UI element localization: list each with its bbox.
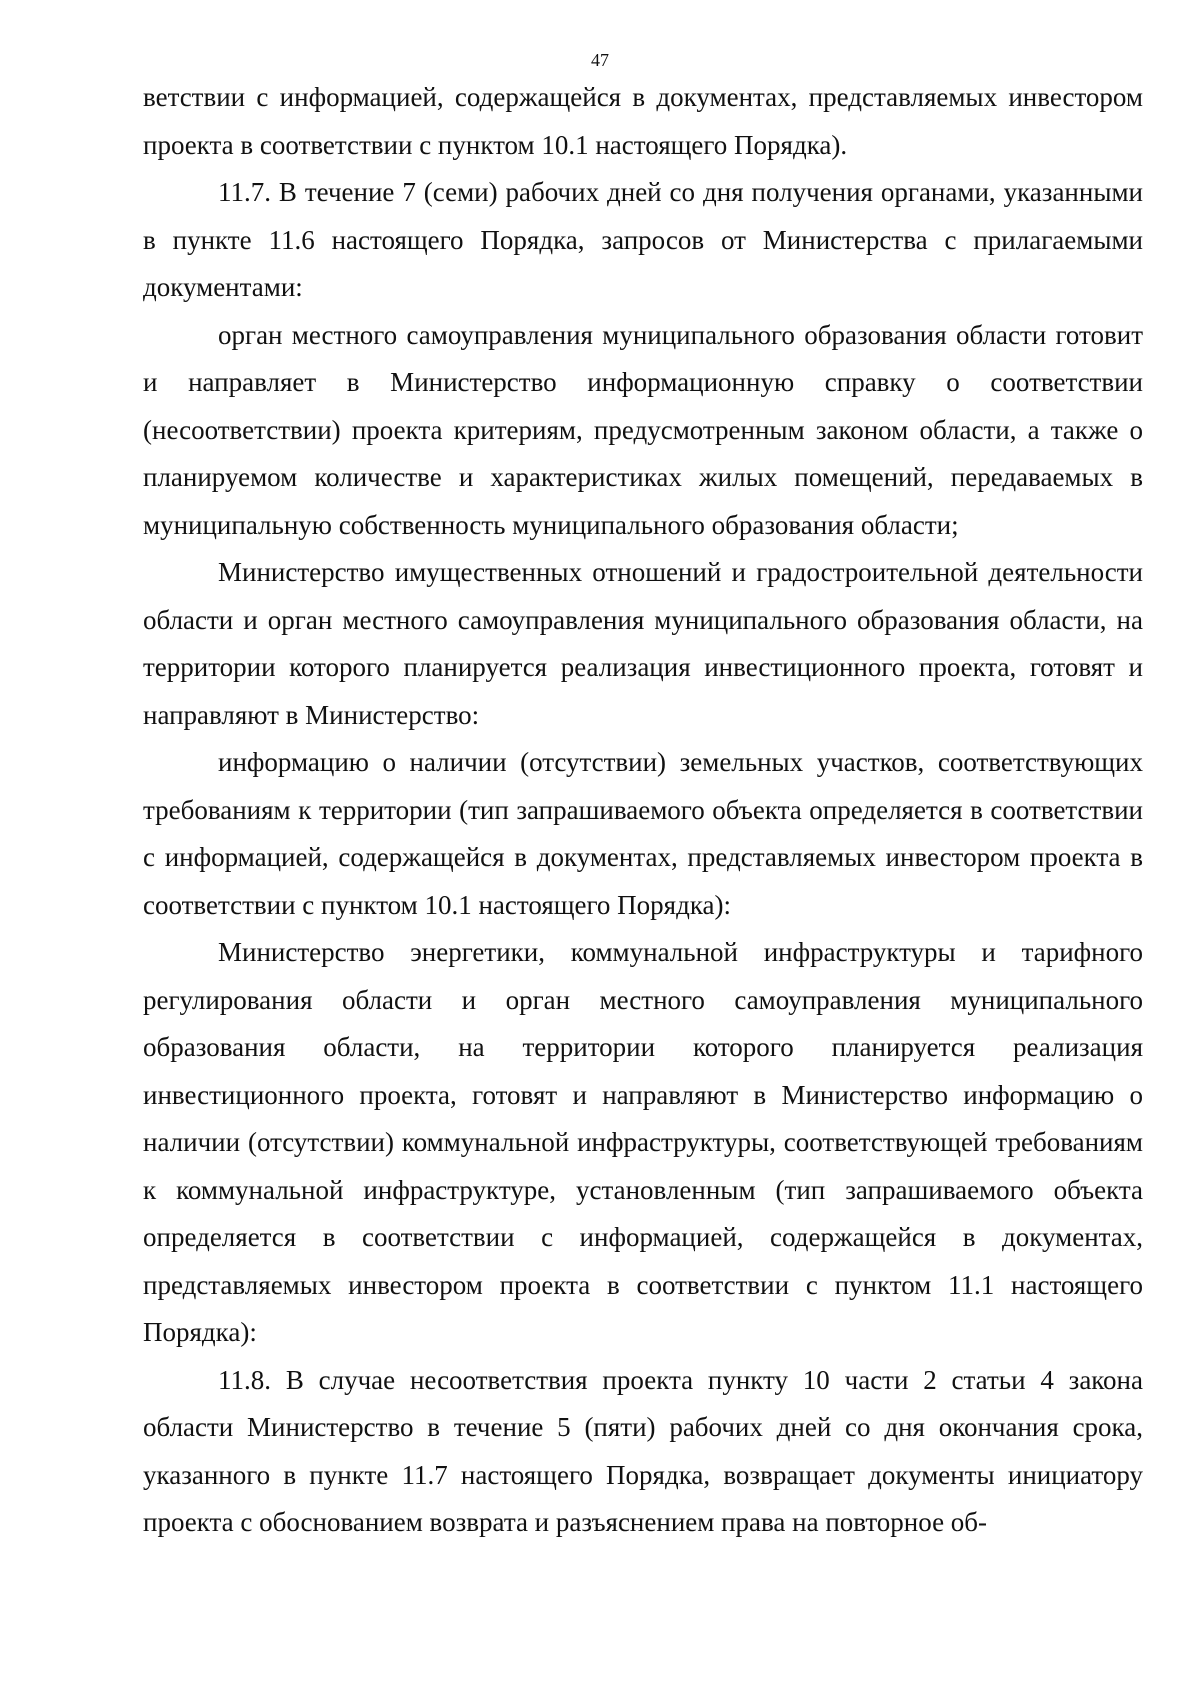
paragraph-local-government: орган местного самоуправления муниципального образования области готовит и направляет в Министерство информационную справку о соответствии (несоответствии) проекта критериям, предусмотренным законом области, а также о планируемом количестве и характеристиках жилых помещений, передаваемых в муниципальную собственность муниципального образования области; (143, 319, 1143, 540)
paragraph-11-8: 11.8. В случае несоответствия проекта пункту 10 части 2 статьи 4 закона области Министерство в течение 5 (пяти) рабочих дней со дня окончания срока, указанного в пункте 11.7 настоящего Порядка, возвращает документы инициатору проекта с обоснованием возврата и разъяснением права на повторное об- (143, 1364, 1143, 1537)
paragraph-property-ministry: Министерство имущественных отношений и градостроительной деятельности области и орган местного самоуправления муниципального образования области, на территории которого планируется реализация инвестиционного проекта, готовят и направляют в Министерство: (143, 557, 1143, 730)
page-number: 47 (591, 50, 609, 70)
paragraph-11-7: 11.7. В течение 7 (семи) рабочих дней со дня получения органами, указанными в пункте 11.6 настоящего Порядка, запросов от Министерства с прилагаемыми документами: (143, 177, 1143, 302)
document-body (143, 74, 1143, 1547)
paragraph-land-info: информацию о наличии (отсутствии) земельных участков, соответствующих требованиям к территории (тип запрашиваемого объекта определяется в соответствии с информацией, содержащейся в документах, представляемых инвестором проекта в соответствии с пунктом 10.1 настоящего Порядка): (143, 747, 1143, 920)
paragraph-continuation: ветствии с информацией, содержащейся в документах, представляемых инвестором проекта в соответствии с пунктом 10.1 настоящего Порядка). (143, 82, 1143, 160)
paragraph-energy-ministry: Министерство энергетики, коммунальной инфраструктуры и тарифного регулирования области и орган местного самоуправления муниципального образования области, на территории которого планируется реализация инвестиционного проекта, готовят и направляют в Министерство информацию о наличии (отсутствии) коммунальной инфраструктуры, соответствующей требованиям к коммунальной инфраструктуре, установленным (тип запрашиваемого объекта определяется в соответствии с информацией, содержащейся в документах, представляемых инвестором проекта в соответствии с пунктом 11.1 настоящего Порядка): (143, 937, 1143, 1347)
